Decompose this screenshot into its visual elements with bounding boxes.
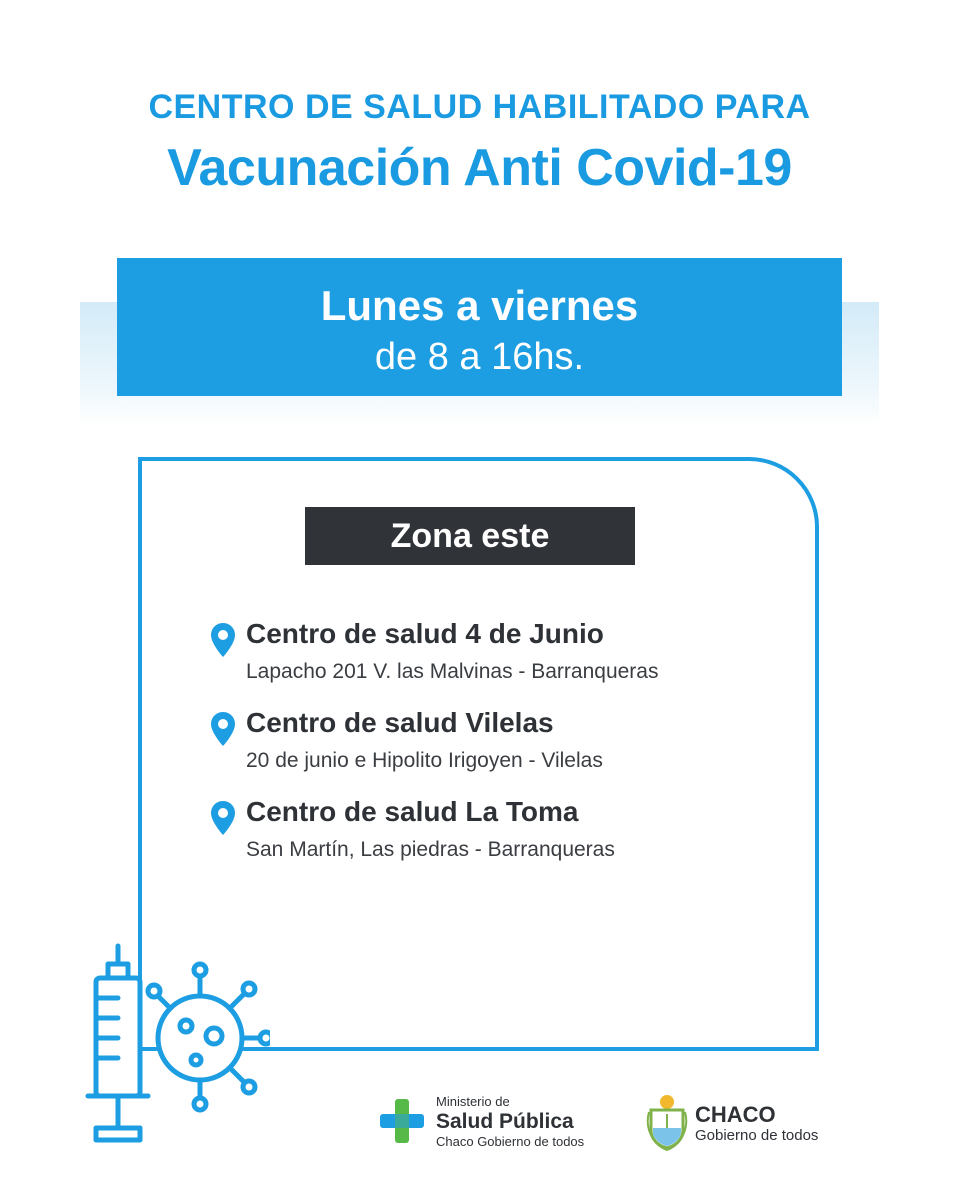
location-name: Centro de salud 4 de Junio [246,618,604,649]
ministry-subtitle: Chaco Gobierno de todos [436,1134,585,1149]
ministry-name: Salud Pública [436,1110,574,1133]
schedule-banner [117,258,842,396]
schedule-hours: de 8 a 16hs. [374,336,585,378]
location-address: 20 de junio e Hipolito Irigoyen - Vilelas [246,749,603,772]
schedule-days: Lunes a viernes [320,282,639,329]
location-pin-icon [210,800,236,836]
zone-label: Zona este [305,507,635,565]
location-address: San Martín, Las piedras - Barranqueras [246,838,615,861]
plus-cross-icon [380,1099,424,1143]
syringe-icon [88,946,148,1140]
location-name: Centro de salud Vilelas [246,707,554,738]
government-name: CHACO [695,1102,776,1127]
location-name: Centro de salud La Toma [246,796,579,827]
virus-icon [148,964,270,1110]
location-address: Lapacho 201 V. las Malvinas - Barranqueras [246,660,659,683]
header-subtitle: CENTRO DE SALUD HABILITADO PARA [148,88,811,126]
location-pin-icon [210,711,236,747]
ministry-label: Ministerio de [436,1094,510,1109]
ministry-logo [380,1092,620,1152]
government-subtitle: Gobierno de todos [695,1127,819,1144]
chaco-logo [645,1092,845,1154]
header-title: Vacunación Anti Covid-19 [167,139,792,197]
province-shield-icon [645,1092,689,1152]
location-pin-icon [210,622,236,658]
syringe-virus-illustration [80,940,270,1150]
